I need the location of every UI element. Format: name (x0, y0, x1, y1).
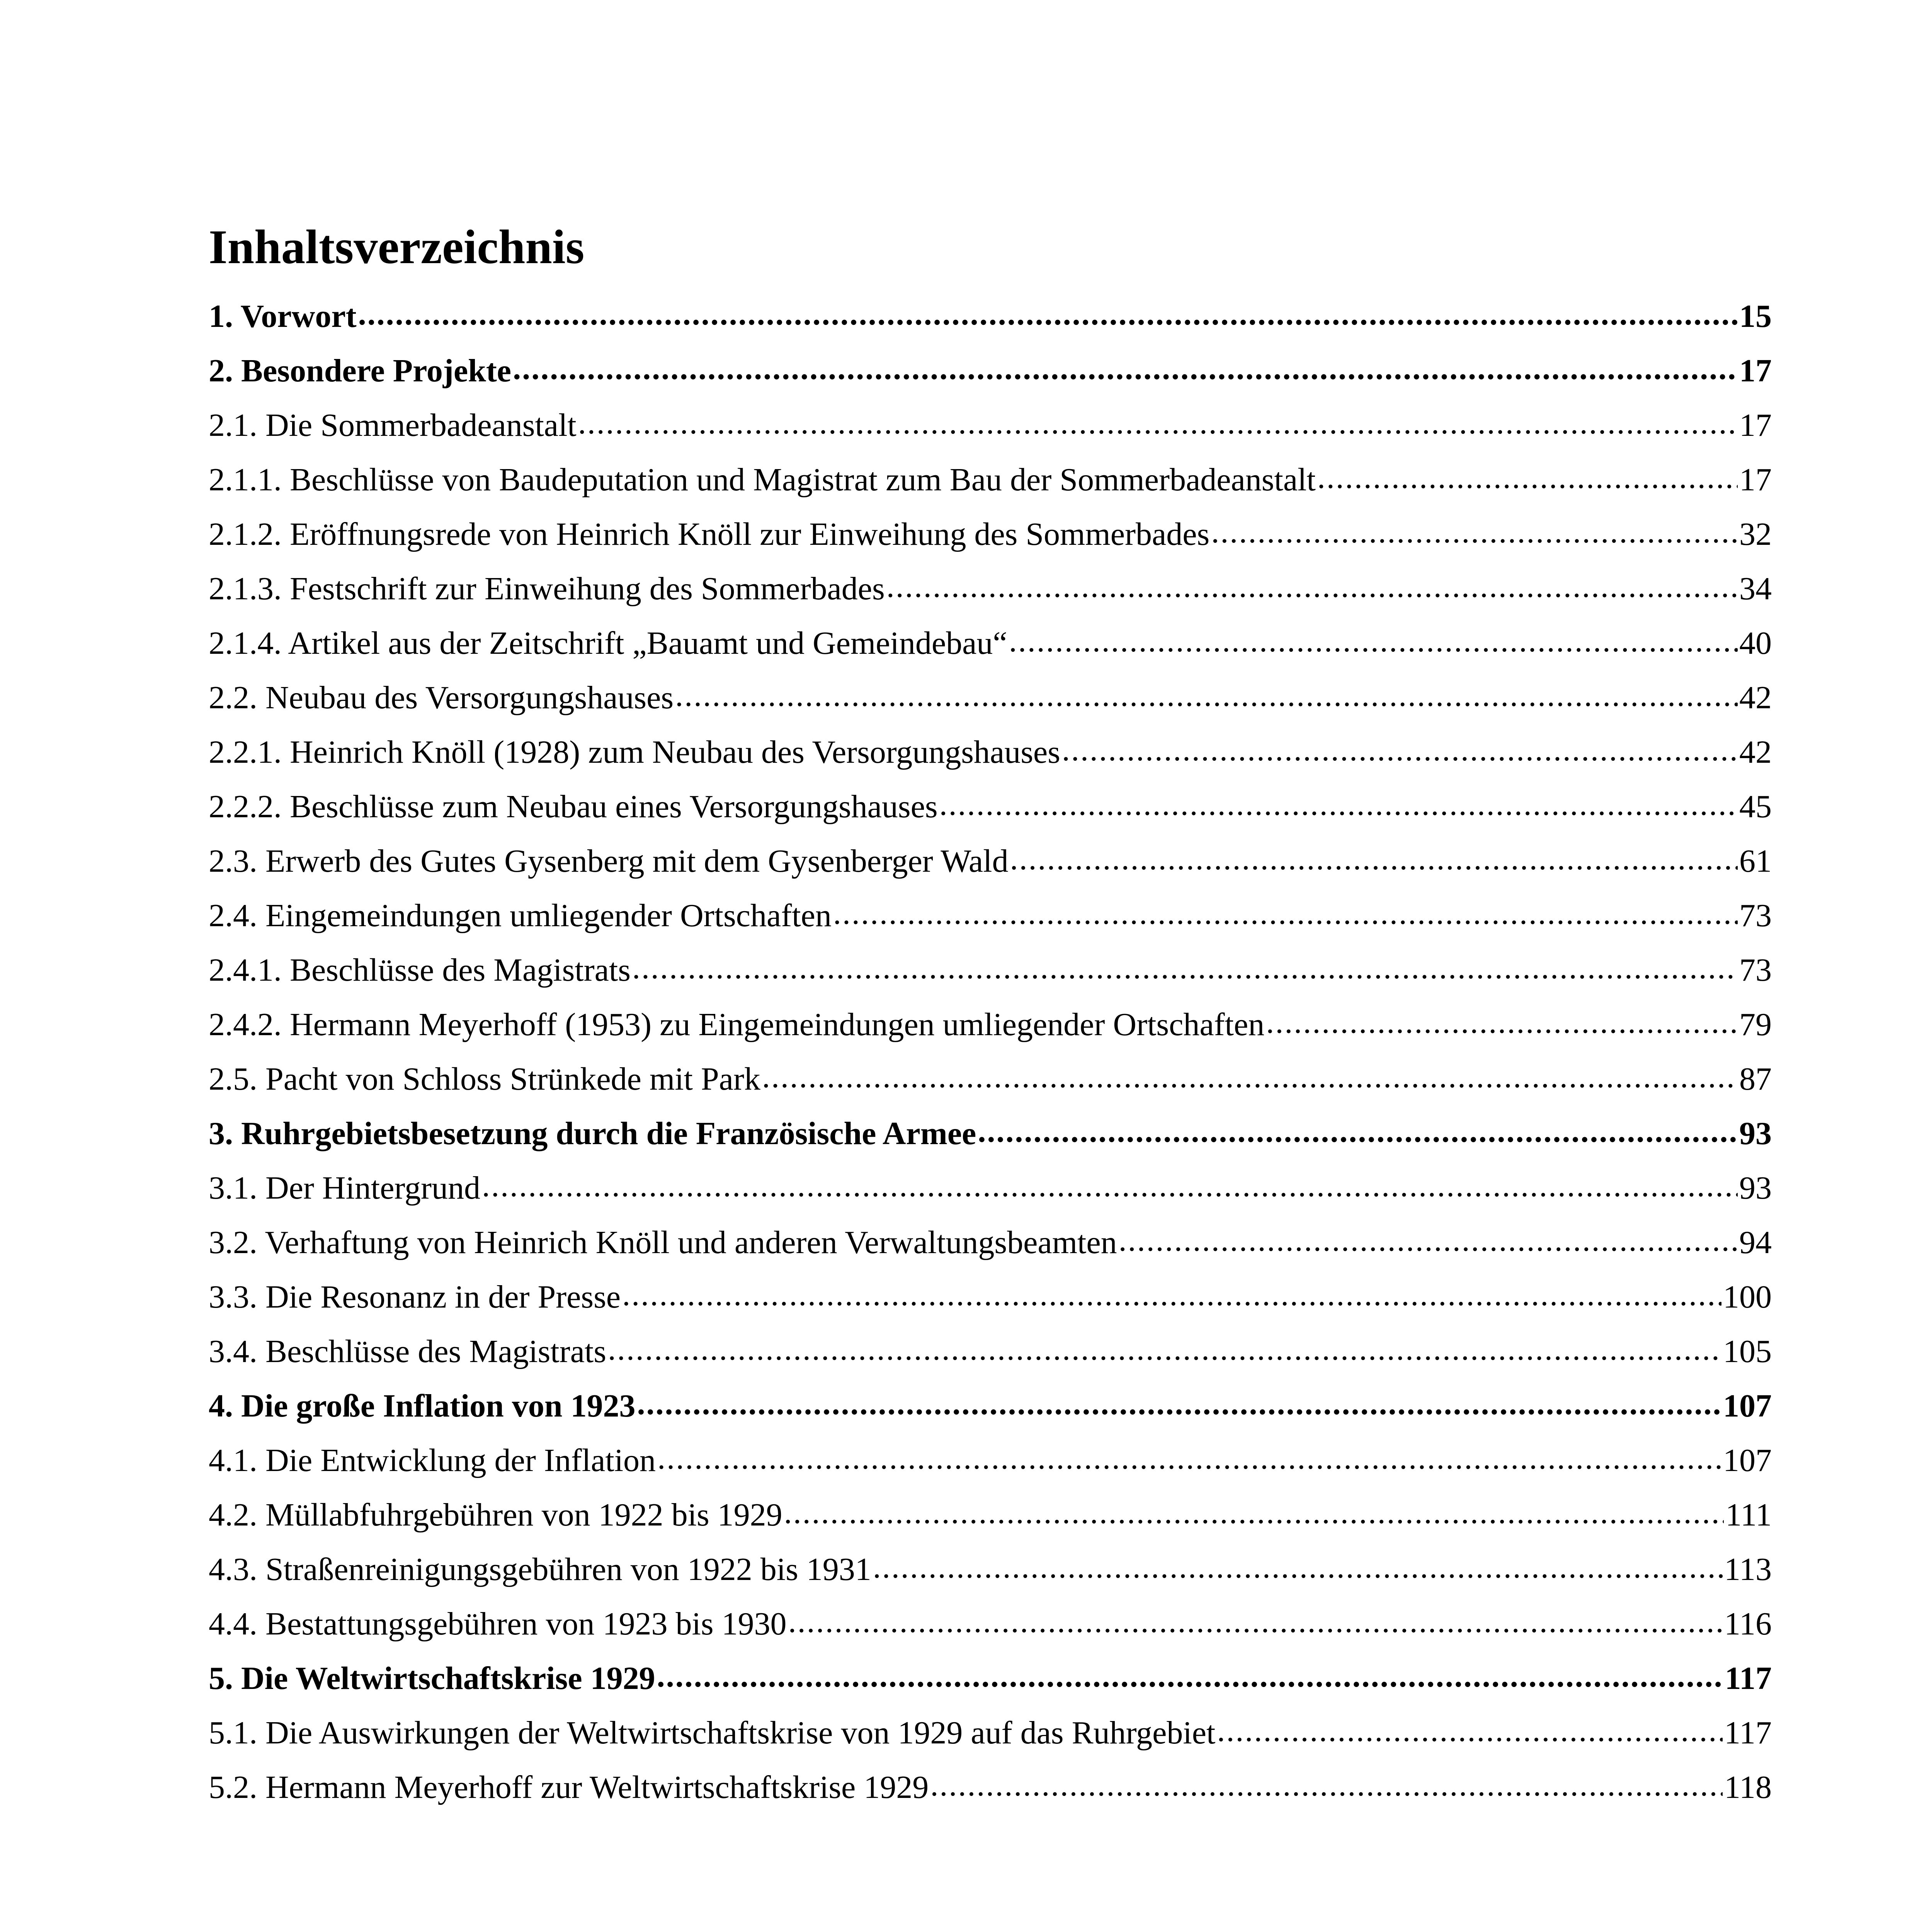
toc-entry-label: 4.2. Müllabfuhrgebühren von 1922 bis 1929 (209, 1497, 782, 1533)
toc-entry-page-number: 17 (1739, 353, 1772, 389)
toc-entry-page-number: 117 (1725, 1660, 1772, 1696)
dot-leader (1062, 723, 1738, 777)
dot-leader (939, 777, 1738, 832)
toc-entry-page-number: 61 (1739, 843, 1772, 879)
toc-entry-page-number: 94 (1739, 1225, 1772, 1260)
toc-entry-label: 2. Besondere Projekte (209, 353, 512, 389)
dot-leader (578, 396, 1738, 450)
toc-entry[interactable] (209, 507, 1772, 561)
dot-leader (632, 940, 1738, 995)
toc-entry-page-number: 113 (1724, 1551, 1772, 1587)
toc-entry[interactable] (209, 1270, 1772, 1324)
toc-entry-label: 2.4.2. Hermann Meyerhoff (1953) zu Eingemeindungen umliegender Ortschaften (209, 1007, 1265, 1043)
dot-leader (513, 341, 1738, 396)
toc-entry[interactable] (209, 888, 1772, 943)
dot-leader (482, 1158, 1738, 1213)
toc-entry-page-number: 17 (1739, 462, 1772, 498)
toc-entry-page-number: 93 (1739, 1116, 1772, 1151)
dot-leader (675, 668, 1738, 723)
toc-entry-page-number: 107 (1723, 1442, 1772, 1478)
toc-entry[interactable] (209, 1433, 1772, 1488)
toc-entry-page-number: 118 (1724, 1769, 1772, 1805)
dot-leader (657, 1649, 1723, 1703)
dot-leader (1009, 614, 1738, 668)
toc-entry[interactable] (209, 289, 1772, 344)
dot-leader (657, 1431, 1721, 1485)
toc-entry-label: 4. Die große Inflation von 1923 (209, 1388, 636, 1424)
toc-entry[interactable] (209, 398, 1772, 452)
toc-entry-page-number: 15 (1739, 298, 1772, 334)
dot-leader (637, 1376, 1721, 1431)
dot-leader (1317, 450, 1738, 505)
toc-entry[interactable] (209, 1106, 1772, 1161)
toc-entry[interactable] (209, 1651, 1772, 1706)
toc-entry[interactable] (209, 1379, 1772, 1433)
toc-entry[interactable] (209, 834, 1772, 888)
toc-entry-label: 2.2. Neubau des Versorgungshauses (209, 680, 674, 716)
toc-entry-page-number: 42 (1739, 680, 1772, 716)
toc-entry-page-number: 117 (1724, 1715, 1772, 1751)
dot-leader (1211, 505, 1738, 559)
toc-entry[interactable] (209, 1706, 1772, 1760)
toc-entry-label: 2.4. Eingemeindungen umliegender Ortschaften (209, 898, 832, 934)
dot-leader (886, 559, 1738, 614)
toc-entry-label: 4.4. Bestattungsgebühren von 1923 bis 1930 (209, 1606, 787, 1642)
toc-entry-page-number: 40 (1739, 625, 1772, 661)
toc-entry[interactable] (209, 1488, 1772, 1542)
toc-entry[interactable] (209, 1161, 1772, 1215)
dot-leader (1217, 1703, 1723, 1758)
toc-entry-label: 3. Ruhrgebietsbesetzung durch die Französische Armee (209, 1116, 976, 1151)
toc-entry[interactable] (209, 997, 1772, 1052)
toc-entry-label: 5.1. Die Auswirkungen der Weltwirtschaftskrise von 1929 auf das Ruhrgebiet (209, 1715, 1216, 1751)
toc-entry-page-number: 100 (1723, 1279, 1772, 1315)
table-of-contents (209, 289, 1772, 1815)
toc-entry[interactable] (209, 452, 1772, 507)
toc-entry[interactable] (209, 344, 1772, 398)
toc-entry-label: 2.1.3. Festschrift zur Einweihung des Sommerbades (209, 571, 885, 607)
toc-entry-page-number: 93 (1739, 1170, 1772, 1206)
toc-entry-page-number: 73 (1739, 898, 1772, 934)
toc-entry-page-number: 45 (1739, 789, 1772, 825)
toc-entry-label: 2.3. Erwerb des Gutes Gysenberg mit dem Gysenberger Wald (209, 843, 1009, 879)
toc-entry-page-number: 34 (1739, 571, 1772, 607)
toc-entry-label: 2.2.1. Heinrich Knöll (1928) zum Neubau des Versorgungshauses (209, 734, 1060, 770)
toc-entry[interactable] (209, 1760, 1772, 1815)
page-title: Inhaltsverzeichnis (209, 221, 585, 274)
toc-entry-label: 5. Die Weltwirtschaftskrise 1929 (209, 1660, 655, 1696)
dot-leader (608, 1322, 1721, 1376)
toc-entry-page-number: 73 (1739, 952, 1772, 988)
toc-entry[interactable] (209, 1052, 1772, 1106)
toc-entry-label: 3.4. Beschlüsse des Magistrats (209, 1333, 606, 1369)
toc-entry-page-number: 87 (1739, 1061, 1772, 1097)
toc-entry-page-number: 116 (1724, 1606, 1772, 1642)
dot-leader (833, 886, 1738, 940)
document-page (209, 216, 1772, 1815)
toc-entry-label: 3.3. Die Resonanz in der Presse (209, 1279, 621, 1315)
toc-entry[interactable] (209, 1542, 1772, 1597)
dot-leader (1010, 832, 1738, 886)
toc-entry[interactable] (209, 943, 1772, 997)
dot-leader (930, 1758, 1723, 1812)
toc-entry-label: 2.1.2. Eröffnungsrede von Heinrich Knöll zur Einweihung des Sommerbades (209, 516, 1210, 552)
toc-entry-page-number: 79 (1739, 1007, 1772, 1043)
dot-leader (978, 1104, 1738, 1158)
toc-entry-label: 2.1.1. Beschlüsse von Baudeputation und Magistrat zum Bau der Sommerbadeanstalt (209, 462, 1316, 498)
toc-entry-page-number: 105 (1723, 1333, 1772, 1369)
toc-entry-label: 2.4.1. Beschlüsse des Magistrats (209, 952, 631, 988)
dot-leader (1119, 1213, 1738, 1267)
toc-entry[interactable] (209, 561, 1772, 616)
toc-entry[interactable] (209, 779, 1772, 834)
toc-entry[interactable] (209, 1597, 1772, 1651)
toc-entry-page-number: 42 (1739, 734, 1772, 770)
toc-entry-label: 5.2. Hermann Meyerhoff zur Weltwirtschaftskrise 1929 (209, 1769, 929, 1805)
dot-leader (762, 1049, 1738, 1104)
dot-leader (873, 1540, 1723, 1594)
toc-entry-label: 2.5. Pacht von Schloss Strünkede mit Park (209, 1061, 760, 1097)
toc-entry-page-number: 107 (1723, 1388, 1772, 1424)
toc-entry[interactable] (209, 725, 1772, 779)
toc-entry-label: 4.3. Straßenreinigungsgebühren von 1922 bis 1931 (209, 1551, 871, 1587)
toc-entry-label: 4.1. Die Entwicklung der Inflation (209, 1442, 656, 1478)
toc-entry-label: 1. Vorwort (209, 298, 357, 334)
toc-entry-label: 2.1.4. Artikel aus der Zeitschrift „Bauamt und Gemeindebau“ (209, 625, 1007, 661)
toc-entry-page-number: 17 (1739, 407, 1772, 443)
toc-entry-label: 2.2.2. Beschlüsse zum Neubau eines Versorgungshauses (209, 789, 938, 825)
dot-leader (622, 1267, 1721, 1322)
toc-entry-label: 3.2. Verhaftung von Heinrich Knöll und anderen Verwaltungsbeamten (209, 1225, 1117, 1260)
dot-leader (788, 1594, 1723, 1649)
toc-entry[interactable] (209, 1215, 1772, 1270)
toc-entry-label: 3.1. Der Hintergrund (209, 1170, 480, 1206)
toc-entry-label: 2.1. Die Sommerbadeanstalt (209, 407, 577, 443)
toc-entry[interactable] (209, 670, 1772, 725)
toc-entry[interactable] (209, 616, 1772, 670)
toc-entry[interactable] (209, 1324, 1772, 1379)
dot-leader (784, 1485, 1724, 1540)
toc-entry-page-number: 111 (1725, 1497, 1772, 1533)
dot-leader (358, 287, 1738, 341)
dot-leader (1266, 995, 1738, 1049)
toc-entry-page-number: 32 (1739, 516, 1772, 552)
